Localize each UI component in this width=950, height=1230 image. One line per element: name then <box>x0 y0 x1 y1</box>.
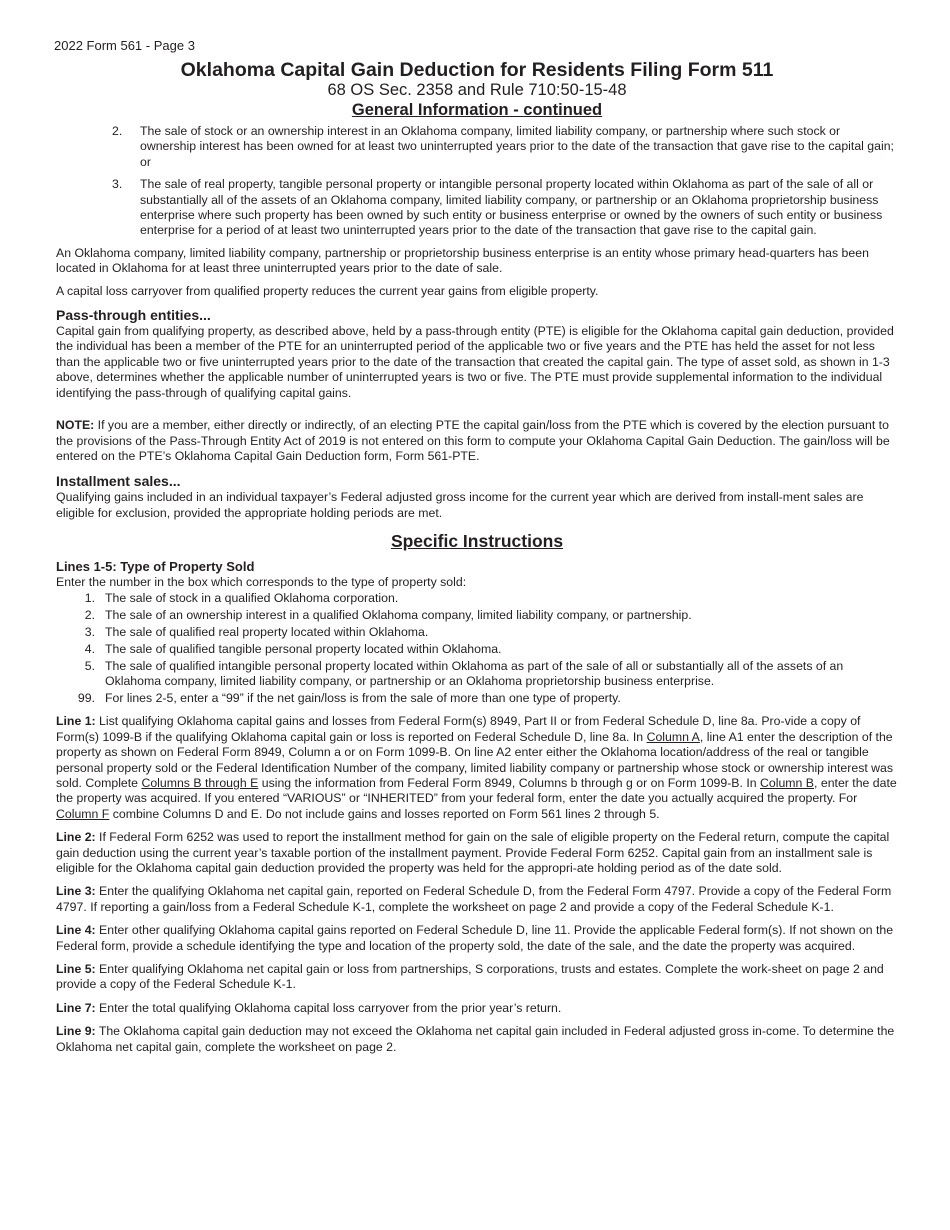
columns-b-e-ref: Columns B through E <box>141 775 259 790</box>
lines-1-5-heading: Lines 1-5: Type of Property Sold <box>56 559 255 575</box>
line-text: using the information from Federal Form 8949, Columns b through g or on Form 1099-B. In <box>258 775 761 790</box>
pte-paragraph: Capital gain from qualifying property, as described above, held by a pass-through entity (PTE) is eligible for the Oklahoma capital gain deduction, provided the individual has been a member of the PTE for an uninterrupted period of the applicable two or five years and the PTE has held the asset for not less than the applicable two or five uninterrupted years prior to the date of the transaction that created the capital gain. The type of asset sold, as shown in 1-3 above, determines whether the applicable number of uninterrupted years is two or five. The PTE must provide supplemental information to the individual identifying the pass-through of qualifying capital gains. <box>56 324 894 400</box>
line-text: , enter the date the property was acquired. If you entered “VARIOUS” or “INHERITED” from your federal form, enter the date you actually acquired the property. For <box>56 775 897 806</box>
list-item <box>56 625 898 640</box>
line-text: Enter other qualifying Oklahoma capital gains reported on Federal Schedule D, line 11. Provide the applicable Federal form(s). If not shown on the Federal form, provide a schedule identifying the type and location of the property sold, the date of the sale, and the date the property was acquired. <box>56 923 894 953</box>
line-text: combine Columns D and E. Do not include gains and losses reported on Form 561 lines 2 through 5. <box>109 806 660 821</box>
list-item <box>56 124 898 170</box>
list-item-text: The sale of an ownership interest in a qualified Oklahoma company, limited liability company, or partnership. <box>105 607 692 622</box>
general-info-heading: General Information - continued <box>351 101 603 119</box>
list-item <box>56 608 898 623</box>
note-text: If you are a member, either directly or indirectly, of an electing PTE the capital gain/loss from the PTE which is covered by the election pursuant to the provisions of the Pass-Through Entity Act of 2019 is not entered on this form to compute your Oklahoma Capital Gain Deduction. The gain/loss will be entered on the PTE’s Oklahoma Capital Gain Deduction form, Form 561-PTE. <box>56 418 890 463</box>
line-text: The Oklahoma capital gain deduction may not exceed the Oklahoma net capital gain included in Federal adjusted gross in-come. To determine the Oklahoma net capital gain, complete the worksheet on page 2. <box>56 1024 895 1054</box>
line-5-instruction <box>56 962 898 993</box>
line-label: Line 7: <box>56 1000 96 1015</box>
line-7-instruction <box>56 1001 898 1016</box>
line-text: Enter qualifying Oklahoma net capital gain or loss from partnerships, S corporations, trusts and estates. Complete the work-sheet on page 2 and provide a copy of the Federal Schedule K-1. <box>56 962 884 992</box>
line-label: Line 3: <box>56 884 96 899</box>
loss-carryover-paragraph: A capital loss carryover from qualified property reduces the current year gains from eligible property. <box>56 283 599 298</box>
list-item-number: 99. <box>77 690 95 705</box>
list-item <box>56 659 898 690</box>
line-label: Line 9: <box>56 1024 96 1039</box>
installment-paragraph: Qualifying gains included in an individual taxpayer’s Federal adjusted gross income for the current year which are derived from install-ment sales are eligible for exclusion, provided the appropriate holding periods are met. <box>56 490 864 520</box>
column-f-ref: Column F <box>56 806 110 821</box>
line-text: Enter the qualifying Oklahoma net capital gain, reported on Federal Schedule D, from the Federal Form 4797. Provide a copy of the Federal Form 4797. If reporting a gain/loss from a Federal Schedule K-1, complete the worksheet on page 2 and provide a copy of the Federal Schedule K-1. <box>56 884 892 914</box>
line-label: Line 1: <box>56 714 96 729</box>
line-1-instruction <box>56 714 898 822</box>
general-info-list <box>56 124 898 239</box>
list-item-number: 1. <box>84 590 95 605</box>
page-label: 2022 Form 561 - Page 3 <box>54 38 195 53</box>
specific-instructions-heading: Specific Instructions <box>390 531 564 552</box>
list-item-text: The sale of qualified real property located within Oklahoma. <box>105 624 429 639</box>
note-paragraph <box>56 418 898 464</box>
page-subtitle: 68 OS Sec. 2358 and Rule 710:50-15-48 <box>327 81 627 99</box>
list-item <box>56 691 898 706</box>
lines-1-5-intro: Enter the number in the box which corresponds to the type of property sold: <box>56 575 467 590</box>
note-label: NOTE: <box>56 418 95 433</box>
list-item-number: 2. <box>112 124 123 138</box>
installment-heading: Installment sales... <box>56 473 181 490</box>
line-4-instruction <box>56 923 898 954</box>
line-9-instruction <box>56 1024 898 1055</box>
line-label: Line 4: <box>56 923 96 938</box>
list-item-number: 2. <box>84 607 95 622</box>
list-item-number: 4. <box>84 641 95 656</box>
list-item <box>56 177 898 239</box>
list-item-text: The sale of stock or an ownership interest in an Oklahoma company, limited liability company, or partnership where such stock or ownership interest has been owned for at least two uninterrupted years prior to the date of the transaction that gave rise to the capital gain; or <box>140 124 894 169</box>
property-type-list <box>56 591 898 707</box>
column-b-ref: Column B <box>760 775 815 790</box>
line-2-instruction <box>56 830 898 876</box>
list-item-text: The sale of qualified intangible personal property located within Oklahoma as part of the sale of all or substantially all of the assets of an Oklahoma company, limited liability company, or partnership or an Oklahoma proprietorship business enterprise. <box>105 658 844 688</box>
list-item <box>56 591 898 606</box>
form-page <box>56 38 898 1063</box>
line-text: , line A1 enter the description of the property as shown on Federal Form 8949, Column a or on Form 1099-B. On line A2 enter either the Oklahoma location/address of the real or tangible personal property sold or the Federal Identification Number of the company, limited liability company or partnership whose stock or ownership interest was sold. Complete <box>56 729 894 790</box>
list-item-text: The sale of real property, tangible personal property or intangible personal property located within Oklahoma as part of the sale of all or substantially all of the assets of an Oklahoma company, limited liability company, or partnership or an Oklahoma proprietorship business enterprise where such property has been owned by such entity or business enterprise or owned by the owners of such entity or business enterprise for a period of at least two uninterrupted years prior to the date of the transaction that gave rise to the capital gain. <box>140 177 883 238</box>
company-definition-paragraph: An Oklahoma company, limited liability company, partnership or proprietorship business enterprise is an entity whose primary head-quarters has been located in Oklahoma for at least three uninterrupted years prior to the date of sale. <box>56 245 869 276</box>
column-a-ref: Column A <box>646 729 700 744</box>
line-label: Line 5: <box>56 962 96 977</box>
line-text: If Federal Form 6252 was used to report the installment method for gain on the sale of eligible property on the Federal return, compute the capital gain deduction using the current year’s taxable portion of the installment payment. Provide Federal Form 6252. Capital gain from an installment sale is eligible for the Oklahoma capital gain deduction provided the property was held for the appropri-ate holding period as of the date sold. <box>56 830 890 875</box>
line-text: List qualifying Oklahoma capital gains and losses from Federal Form(s) 8949, Part II or from Federal Schedule D, line 8a. Pro-vide a copy of Form(s) 1099-B if the qualifying Oklahoma capital gain or loss is reported on Federal Schedule D, line 8a. In <box>56 714 861 744</box>
pte-heading: Pass-through entities... <box>56 307 211 324</box>
list-item <box>56 642 898 657</box>
line-label: Line 2: <box>56 830 96 845</box>
list-item-text: The sale of stock in a qualified Oklahoma corporation. <box>105 590 399 605</box>
list-item-number: 3. <box>112 177 123 192</box>
list-item-number: 3. <box>84 624 95 639</box>
list-item-text: The sale of qualified tangible personal property located within Oklahoma. <box>105 641 502 656</box>
page-title: Oklahoma Capital Gain Deduction for Residents Filing Form 511 <box>180 59 774 81</box>
list-item-number: 5. <box>84 658 95 673</box>
line-3-instruction <box>56 884 898 915</box>
line-text: Enter the total qualifying Oklahoma capital loss carryover from the prior year’s return. <box>95 1000 562 1015</box>
list-item-text: For lines 2-5, enter a “99” if the net gain/loss is from the sale of more than one type of property. <box>105 690 621 705</box>
